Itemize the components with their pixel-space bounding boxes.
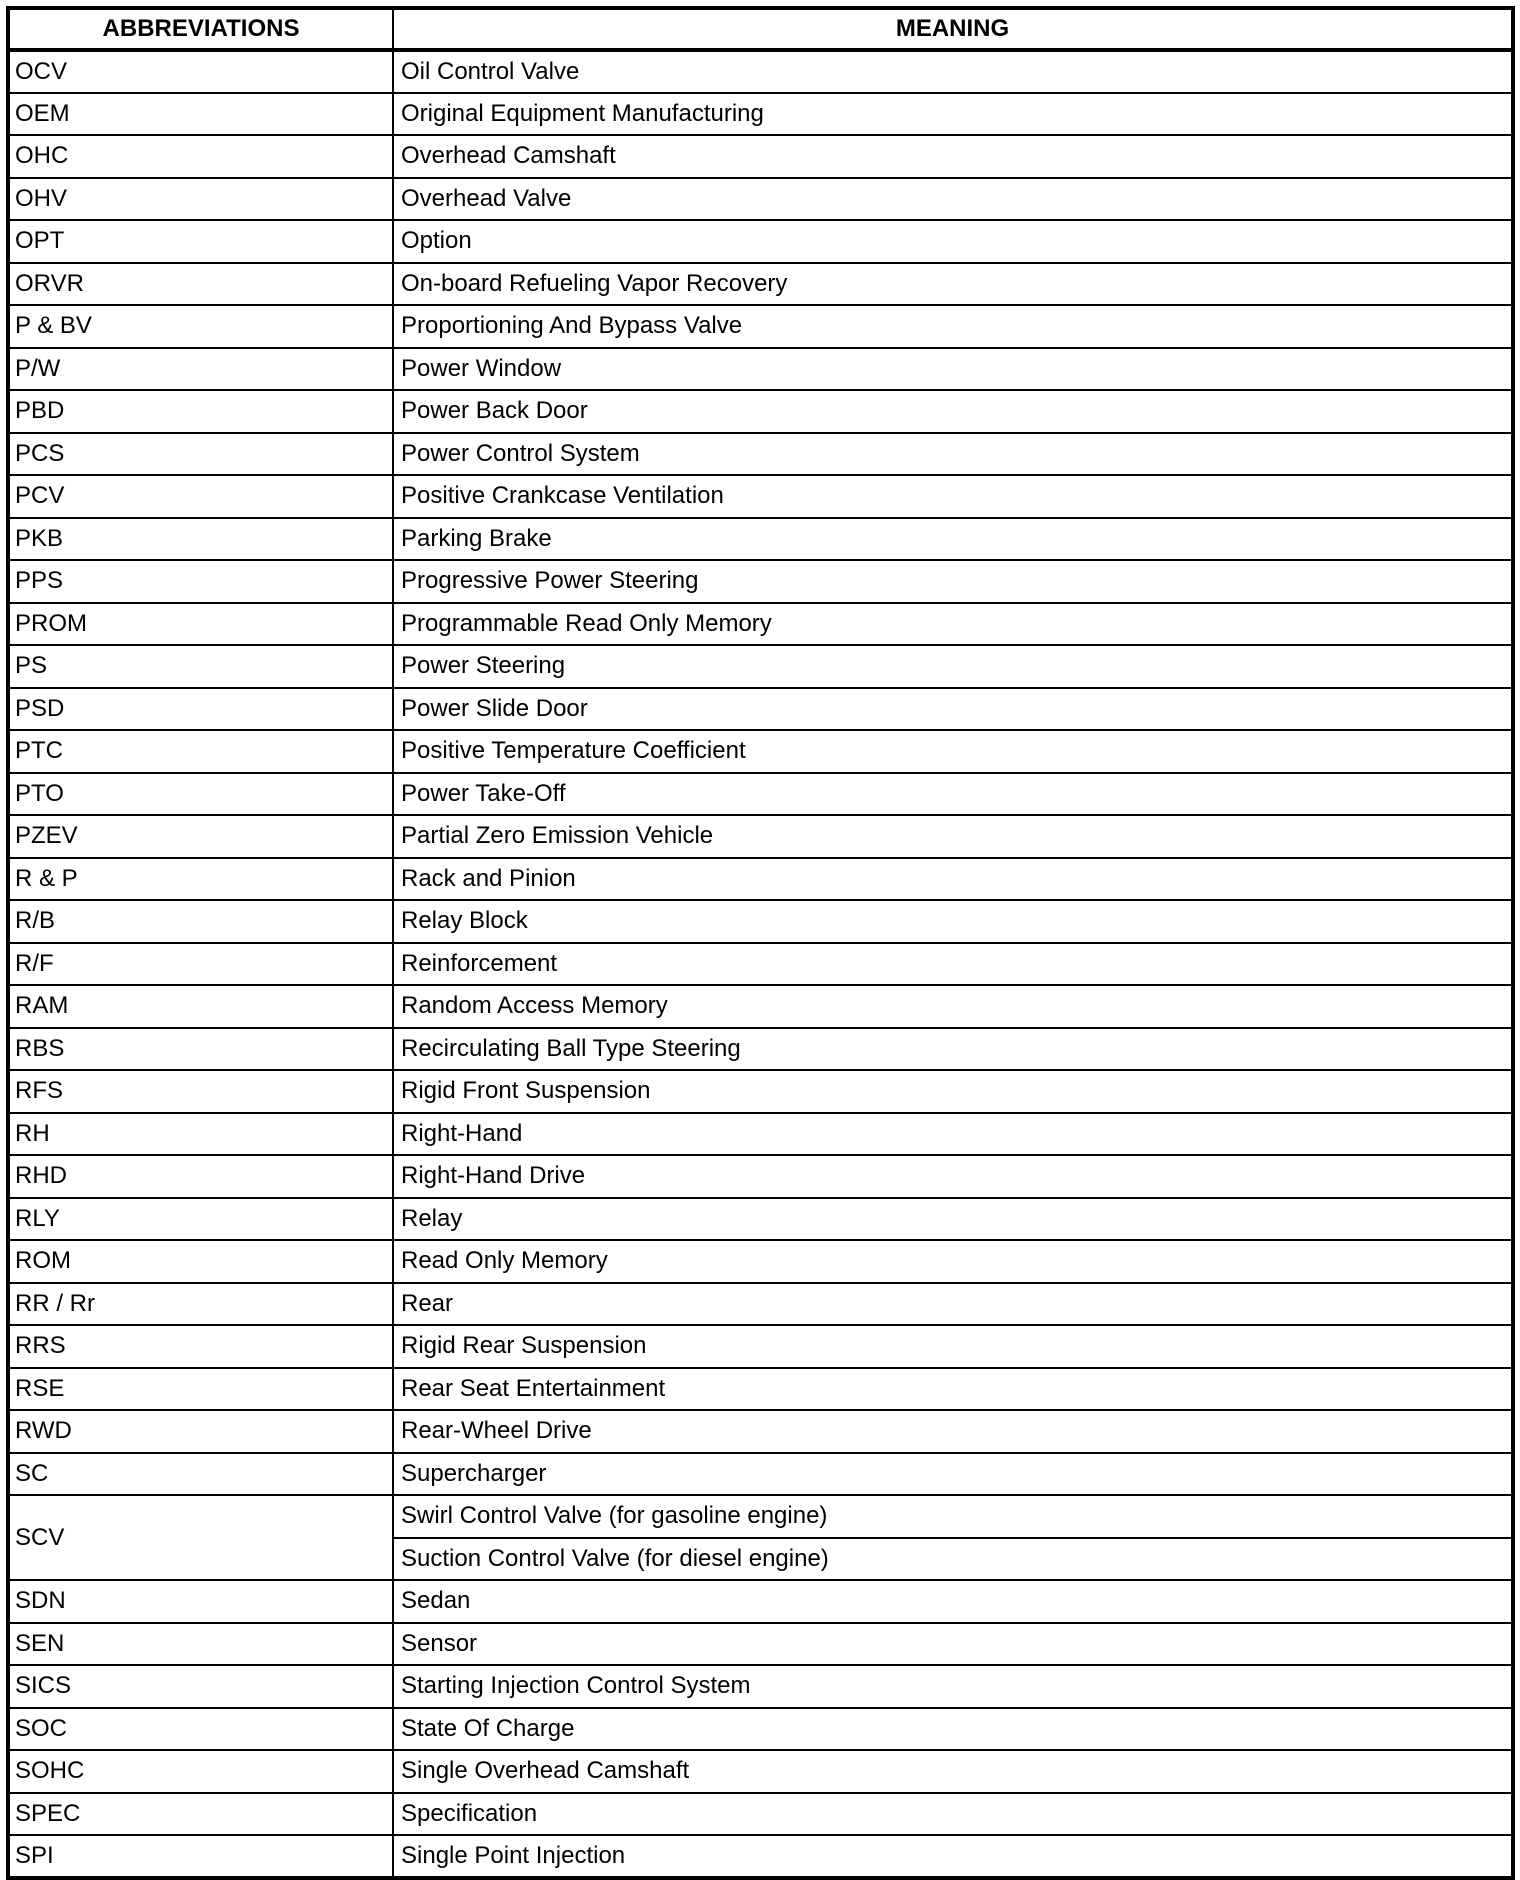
meaning-cell: Rigid Front Suspension <box>393 1070 1513 1113</box>
abbreviation-cell: RLY <box>8 1198 393 1241</box>
meaning-cell: Relay Block <box>393 900 1513 943</box>
table-row <box>8 1623 1513 1666</box>
meaning-cell: Original Equipment Manufacturing <box>393 93 1513 136</box>
abbreviation-cell: R/F <box>8 943 393 986</box>
table-row <box>8 1410 1513 1453</box>
table-row <box>8 645 1513 688</box>
table-row <box>8 943 1513 986</box>
meaning-cell: Programmable Read Only Memory <box>393 603 1513 646</box>
meaning-cell: Rack and Pinion <box>393 858 1513 901</box>
meaning-cell: Power Back Door <box>393 390 1513 433</box>
abbreviation-cell: RHD <box>8 1155 393 1198</box>
meaning-cell: Overhead Camshaft <box>393 135 1513 178</box>
abbreviation-cell: P & BV <box>8 305 393 348</box>
abbreviation-cell: SPI <box>8 1835 393 1878</box>
table-row <box>8 1708 1513 1751</box>
meaning-cell: Recirculating Ball Type Steering <box>393 1028 1513 1071</box>
abbreviation-cell: SOC <box>8 1708 393 1751</box>
abbreviation-cell: SOHC <box>8 1750 393 1793</box>
table-body <box>8 50 1513 1878</box>
table-row <box>8 1580 1513 1623</box>
meaning-cell: Random Access Memory <box>393 985 1513 1028</box>
meaning-cell: Partial Zero Emission Vehicle <box>393 815 1513 858</box>
meaning-cell: Positive Crankcase Ventilation <box>393 475 1513 518</box>
abbreviation-cell: RRS <box>8 1325 393 1368</box>
table-row <box>8 390 1513 433</box>
meaning-cell: Relay <box>393 1198 1513 1241</box>
table-row <box>8 1325 1513 1368</box>
table-row <box>8 1368 1513 1411</box>
meaning-cell: Single Overhead Camshaft <box>393 1750 1513 1793</box>
table-row <box>8 1495 1513 1538</box>
table-row <box>8 1198 1513 1241</box>
table-row <box>8 1283 1513 1326</box>
abbreviation-cell: RAM <box>8 985 393 1028</box>
table-row <box>8 858 1513 901</box>
meaning-cell: Oil Control Valve <box>393 50 1513 93</box>
table-row <box>8 1113 1513 1156</box>
abbreviation-cell: OHV <box>8 178 393 221</box>
table-row <box>8 135 1513 178</box>
table-row <box>8 900 1513 943</box>
abbreviation-cell: SICS <box>8 1665 393 1708</box>
abbreviation-cell: RWD <box>8 1410 393 1453</box>
abbreviation-cell: SCV <box>8 1495 393 1580</box>
abbreviation-cell: SEN <box>8 1623 393 1666</box>
abbreviation-cell: SDN <box>8 1580 393 1623</box>
meaning-cell: Option <box>393 220 1513 263</box>
abbreviation-cell: R/B <box>8 900 393 943</box>
abbreviation-cell: PZEV <box>8 815 393 858</box>
table-row <box>8 348 1513 391</box>
meaning-cell: Right-Hand Drive <box>393 1155 1513 1198</box>
abbreviation-cell: PPS <box>8 560 393 603</box>
table-row <box>8 1665 1513 1708</box>
meaning-cell: Progressive Power Steering <box>393 560 1513 603</box>
table-row <box>8 1028 1513 1071</box>
meaning-cell: Supercharger <box>393 1453 1513 1496</box>
abbreviation-cell: PTC <box>8 730 393 773</box>
meaning-cell: Rear <box>393 1283 1513 1326</box>
abbreviation-cell: RBS <box>8 1028 393 1071</box>
meaning-cell: Swirl Control Valve (for gasoline engine) <box>393 1495 1513 1538</box>
abbreviation-cell: SC <box>8 1453 393 1496</box>
meaning-header: MEANING <box>393 8 1513 50</box>
abbreviation-cell: PTO <box>8 773 393 816</box>
meaning-cell: Starting Injection Control System <box>393 1665 1513 1708</box>
abbreviation-cell: OCV <box>8 50 393 93</box>
table-row <box>8 688 1513 731</box>
abbreviation-cell: SPEC <box>8 1793 393 1836</box>
meaning-cell: Reinforcement <box>393 943 1513 986</box>
abbreviation-cell: PS <box>8 645 393 688</box>
table-row <box>8 560 1513 603</box>
abbreviation-cell: PROM <box>8 603 393 646</box>
table-row <box>8 1453 1513 1496</box>
abbreviation-cell: PCV <box>8 475 393 518</box>
meaning-cell: Proportioning And Bypass Valve <box>393 305 1513 348</box>
abbreviation-cell: P/W <box>8 348 393 391</box>
meaning-cell: Rigid Rear Suspension <box>393 1325 1513 1368</box>
table-row <box>8 1155 1513 1198</box>
table-row <box>8 1835 1513 1878</box>
meaning-cell: Read Only Memory <box>393 1240 1513 1283</box>
table-row <box>8 475 1513 518</box>
table-row <box>8 1070 1513 1113</box>
abbreviation-cell: RSE <box>8 1368 393 1411</box>
abbreviations-header: ABBREVIATIONS <box>8 8 393 50</box>
meaning-cell: Power Steering <box>393 645 1513 688</box>
meaning-cell: On-board Refueling Vapor Recovery <box>393 263 1513 306</box>
table-row <box>8 263 1513 306</box>
meaning-cell: Right-Hand <box>393 1113 1513 1156</box>
meaning-cell: Sensor <box>393 1623 1513 1666</box>
meaning-cell: State Of Charge <box>393 1708 1513 1751</box>
abbreviation-cell: ROM <box>8 1240 393 1283</box>
table-row <box>8 603 1513 646</box>
header-row <box>8 8 1513 50</box>
table-row <box>8 1793 1513 1836</box>
table-row <box>8 815 1513 858</box>
abbreviation-cell: R & P <box>8 858 393 901</box>
abbreviation-cell: OHC <box>8 135 393 178</box>
table-row <box>8 985 1513 1028</box>
meaning-cell: Single Point Injection <box>393 1835 1513 1878</box>
abbreviation-cell: OPT <box>8 220 393 263</box>
table-row <box>8 433 1513 476</box>
abbreviations-table <box>6 6 1515 1880</box>
meaning-cell: Specification <box>393 1793 1513 1836</box>
meaning-cell: Suction Control Valve (for diesel engine) <box>393 1538 1513 1581</box>
table-row <box>8 518 1513 561</box>
meaning-cell: Rear-Wheel Drive <box>393 1410 1513 1453</box>
table-row <box>8 305 1513 348</box>
abbreviation-cell: PBD <box>8 390 393 433</box>
meaning-cell: Power Control System <box>393 433 1513 476</box>
abbreviation-cell: PSD <box>8 688 393 731</box>
meaning-cell: Power Take-Off <box>393 773 1513 816</box>
meaning-cell: Rear Seat Entertainment <box>393 1368 1513 1411</box>
abbreviation-cell: RFS <box>8 1070 393 1113</box>
table-row <box>8 50 1513 93</box>
meaning-cell: Sedan <box>393 1580 1513 1623</box>
meaning-cell: Parking Brake <box>393 518 1513 561</box>
table-row <box>8 1240 1513 1283</box>
table-row <box>8 93 1513 136</box>
abbreviation-cell: ORVR <box>8 263 393 306</box>
table-row <box>8 1750 1513 1793</box>
meaning-cell: Positive Temperature Coefficient <box>393 730 1513 773</box>
table-row <box>8 730 1513 773</box>
meaning-cell: Power Slide Door <box>393 688 1513 731</box>
table-row <box>8 220 1513 263</box>
meaning-cell: Overhead Valve <box>393 178 1513 221</box>
table-row <box>8 178 1513 221</box>
meaning-cell: Power Window <box>393 348 1513 391</box>
abbreviation-cell: RR / Rr <box>8 1283 393 1326</box>
abbreviation-cell: PKB <box>8 518 393 561</box>
abbreviation-cell: RH <box>8 1113 393 1156</box>
abbreviation-cell: OEM <box>8 93 393 136</box>
table-row <box>8 773 1513 816</box>
abbreviation-cell: PCS <box>8 433 393 476</box>
